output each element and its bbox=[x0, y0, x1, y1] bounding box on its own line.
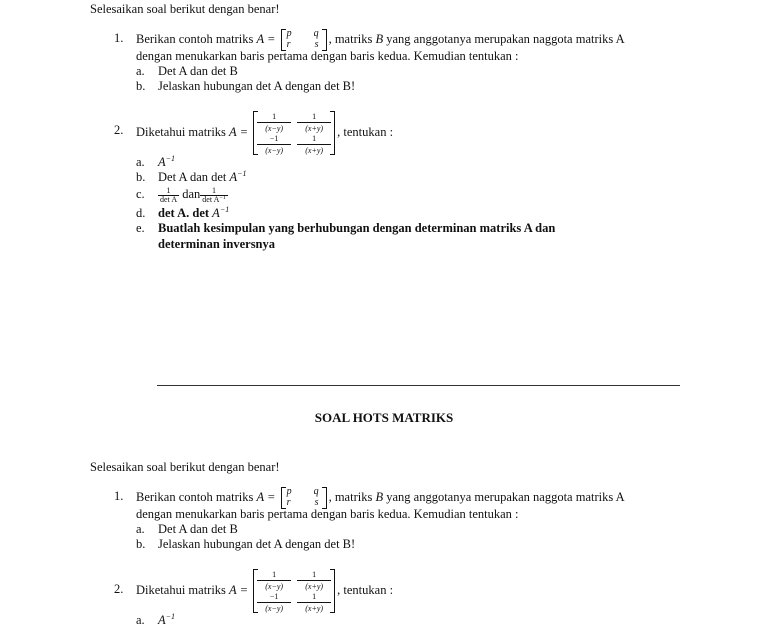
q2-number-2: 2. bbox=[114, 582, 124, 596]
q2-item-e-label: e. bbox=[136, 221, 145, 235]
q1-matrix-2: p q r s bbox=[281, 487, 327, 509]
q1-cell-s: s bbox=[314, 39, 319, 51]
q1-item-b-label-2: b. bbox=[136, 537, 146, 551]
q1-matrix-label: A = bbox=[256, 32, 276, 46]
q2-item-a-expr-2: $A^{-1}$ bbox=[158, 612, 176, 627]
q2-item-e-line1: Buatlah kesimpulan yang berhubungan dengan determinan matriks A dan bbox=[158, 221, 556, 235]
q1-item-a-label: a. bbox=[136, 64, 145, 78]
q2-frac-11: $\frac{1}{(x-y)}$ bbox=[257, 112, 291, 133]
q2-lead: Diketahui matriks bbox=[136, 125, 226, 139]
q1-item-a-text-2: Det A dan det B bbox=[158, 522, 238, 536]
q1-item-b-label: b. bbox=[136, 79, 146, 93]
q2-item-c-expr: $\frac{1}{\text{det A}}$ dan $\frac{1}{\det A^{-1}}$ bbox=[160, 185, 226, 204]
q2-number: 2. bbox=[114, 123, 124, 137]
q1-lead: Berikan contoh matriks bbox=[136, 32, 254, 46]
q1-cell-r: r bbox=[286, 39, 291, 51]
q2-item-e-line2: determinan inversnya bbox=[158, 237, 276, 251]
q2-item-d-text: det A. $\det A^{-1}$ bbox=[158, 205, 230, 220]
q2-matrix bbox=[253, 111, 335, 155]
q2-item-b-label: b. bbox=[136, 170, 146, 184]
q2-after: , tentukan : bbox=[337, 125, 394, 139]
q2-item-d-label: d. bbox=[136, 206, 146, 220]
q2-c-frac2: $\frac{1}{\det A^{-1}}$ bbox=[202, 185, 226, 204]
page-divider bbox=[157, 385, 680, 386]
q1-line2-2: dengan menukarkan baris pertama dengan baris kedua. Kemudian tentukan : bbox=[136, 507, 519, 521]
q2-matrix-2: $\frac{1}{(x-y)}$ $\frac{1}{(x+y)}$ $\frac{-1}{(x-y)}$ $\frac{1}{(x+y)}$ bbox=[253, 569, 335, 613]
q1-cell-q: q bbox=[313, 28, 319, 40]
instruction-text-2: Selesaikan soal berikut dengan benar! bbox=[90, 460, 280, 474]
q2-item-a-label: a. bbox=[136, 155, 145, 169]
q1-number: 1. bbox=[114, 31, 124, 45]
q1-line1-2: Berikan contoh matriks A = p q r s , matriks B yang anggotanya merupakan naggota matriks A bbox=[136, 486, 625, 509]
q2-c-frac1: $\frac{1}{\text{det A}}$ bbox=[160, 185, 178, 204]
q2-frac-22: $\frac{1}{(x+y)}$ bbox=[297, 134, 331, 155]
q2-frac-12: $\frac{1}{(x+y)}$ bbox=[297, 112, 331, 133]
q1-matrix bbox=[281, 29, 327, 51]
q2-item-a-expr: $A^{-1}$ bbox=[158, 154, 176, 169]
q1-after: , matriks bbox=[328, 32, 373, 46]
q2-frac-21: $\frac{-1}{(x-y)}$ bbox=[257, 134, 291, 155]
q2-item-b-text: Det A dan $\det A^{-1}$ bbox=[158, 169, 247, 184]
q1-cell-p: p bbox=[286, 28, 292, 40]
q1-item-a-text: Det A dan det B bbox=[158, 64, 238, 78]
q2-matrix-label: A = bbox=[229, 125, 249, 139]
instruction-text: Selesaikan soal berikut dengan benar! bbox=[90, 2, 280, 16]
q2-line1-2: Diketahui matriks A = $\frac{1}{(x-y)}$ $\frac{1}{(x+y)}$ $\frac{-1}{(x-y)}$ $\frac{1}{(x+y)}$ , tentukan : bbox=[136, 570, 394, 614]
q1-line2: dengan menukarkan baris pertama dengan baris kedua. Kemudian tentukan : bbox=[136, 49, 519, 63]
q2-item-a-label-2: a. bbox=[136, 613, 145, 627]
q1-item-a-label-2: a. bbox=[136, 522, 145, 536]
q1-item-b-text-2: Jelaskan hubungan det A dengan det B! bbox=[158, 537, 356, 551]
q2-item-c-label: c. bbox=[136, 187, 145, 201]
q1-number-2: 1. bbox=[114, 489, 124, 503]
q1-item-b-text: Jelaskan hubungan det A dengan det B! bbox=[158, 79, 356, 93]
q1-rest: yang anggotanya merupakan naggota matriks A bbox=[386, 32, 625, 46]
section-heading: SOAL HOTS MATRIKS bbox=[314, 410, 454, 425]
q1-b-symbol: B bbox=[375, 32, 384, 46]
q2-line1 bbox=[136, 109, 393, 155]
